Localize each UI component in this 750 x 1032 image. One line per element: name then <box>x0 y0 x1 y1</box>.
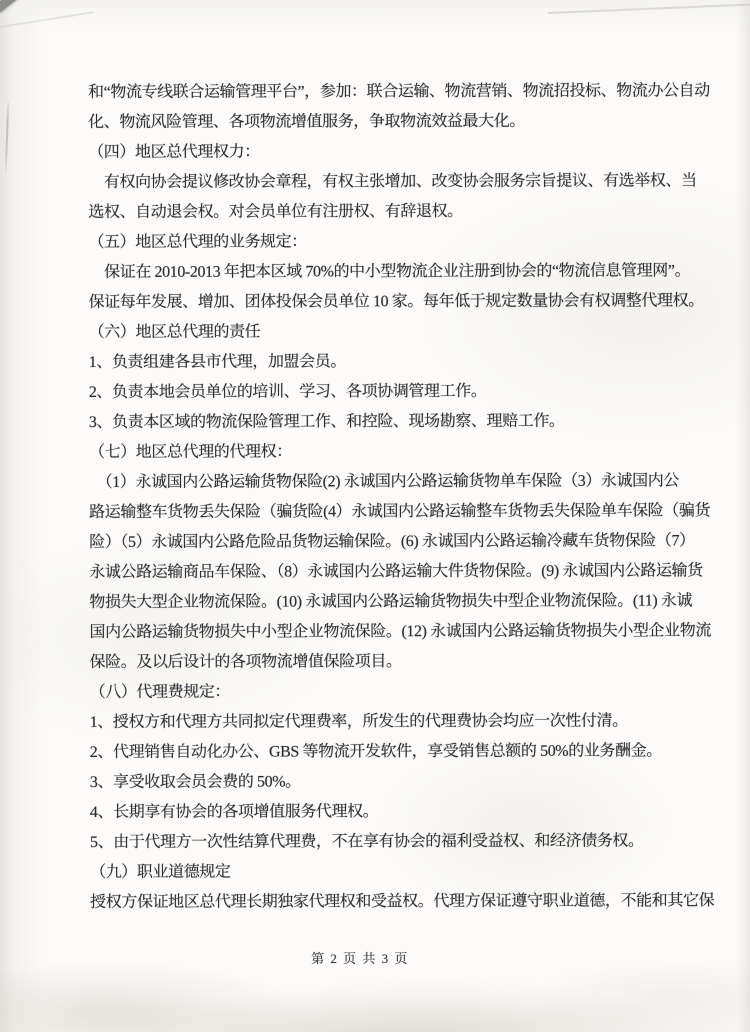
text-line: 保险。及以后设计的各项物流增值保险项目。 <box>89 653 402 671</box>
section-heading: （四）地区总代理权力： <box>88 143 260 161</box>
text-line: 路运输整车货物丢失保险（骗货险(4）永诚国内公路运输整车货物丢失保险单车保险（骗货 <box>89 502 711 521</box>
paper-crease <box>5 98 10 176</box>
document-text <box>88 76 726 918</box>
section-heading: （七）地区总代理的代理权： <box>88 443 292 461</box>
paper-crease <box>548 3 750 13</box>
list-item: 5、由于代理方一次性结算代理费，不在享有协会的福利受益权、和经济债务权。 <box>89 832 644 851</box>
text-line: 物损失大型企业物流保险。(10) 永诚国内公路运输货物损失中型企业物流保险。(11) 永诚 <box>89 592 693 611</box>
paper-crease <box>0 11 94 27</box>
text-line: 永诚公路运输商品车保险、（8）永诚国内公路运输大件货物保险。(9) 永诚国内公路运输货 <box>89 562 703 581</box>
scan-corner-artifact <box>0 0 20 13</box>
list-item: 3、负责本区域的物流保险管理工作、和控险、现场勘察、理赔工作。 <box>88 412 565 431</box>
text-line: 国内公路运输货物损失中小型企业物流保险。(12) 永诚国内公路运输货物损失小型企业物流 <box>89 622 711 641</box>
section-heading: （五）地区总代理的业务规定： <box>88 233 307 251</box>
page-number: 第 2 页 共 3 页 <box>311 951 409 966</box>
text-line: 和“物流专线联合运输管理平台”，参加：联合运输、物流营销、物流招投标、物流办公自动 <box>88 82 710 101</box>
text-line: 授权方保证地区总代理长期独家代理权和受益权。代理方保证遵守职业道德，不能和其它保 <box>90 892 715 911</box>
list-item: 2、代理销售自动化办公、GBS 等物流开发软件，享受销售总额的 50%的业务酬金。 <box>89 742 662 761</box>
list-item: 2、负责本地会员单位的培训、学习、各项协调管理工作。 <box>88 382 487 401</box>
text-line: 保证每年发展、增加、团体投保会员单位 10 家。每年低于规定数量协会有权调整代理权。 <box>88 292 704 311</box>
text-line: 有权向协会提议修改协会章程，有权主张增加、改变协会服务宗旨提议、有选举权、当 <box>88 172 697 191</box>
list-item: 1、授权方和代理方共同拟定代理费率，所发生的代理费协会均应一次性付清。 <box>89 712 628 731</box>
text-line: （1）永诚国内公路运输货物保险(2) 永诚国内公路运输货物单车保险（3）永诚国内公 <box>89 472 679 491</box>
text-line: 化、物流风险管理、各项物流增值服务，争取物流效益最大化。 <box>88 112 525 131</box>
list-item: 1、负责组建各县市代理，加盟会员。 <box>88 353 346 371</box>
text-line: 选权、自动退会权。对会员单位有注册权、有辞退权。 <box>88 203 463 221</box>
section-heading: （八）代理费规定： <box>89 683 231 701</box>
text-line: 保证在 2010-2013 年把本区域 70%的中小型物流企业注册到协会的“物流信息管理网”。 <box>88 262 691 281</box>
list-item: 3、享受收取会员会费的 50%。 <box>89 773 301 791</box>
section-heading: （六）地区总代理的责任 <box>88 323 261 341</box>
section-heading: （九）职业道德规定 <box>90 863 231 881</box>
list-item: 4、长期享有协会的各项增值服务代理权。 <box>89 803 379 821</box>
text-line: 险）（5）永诚国内公路危险品货物运输保险。(6) 永诚国内公路运输冷藏车货物保险（7） <box>89 532 695 551</box>
